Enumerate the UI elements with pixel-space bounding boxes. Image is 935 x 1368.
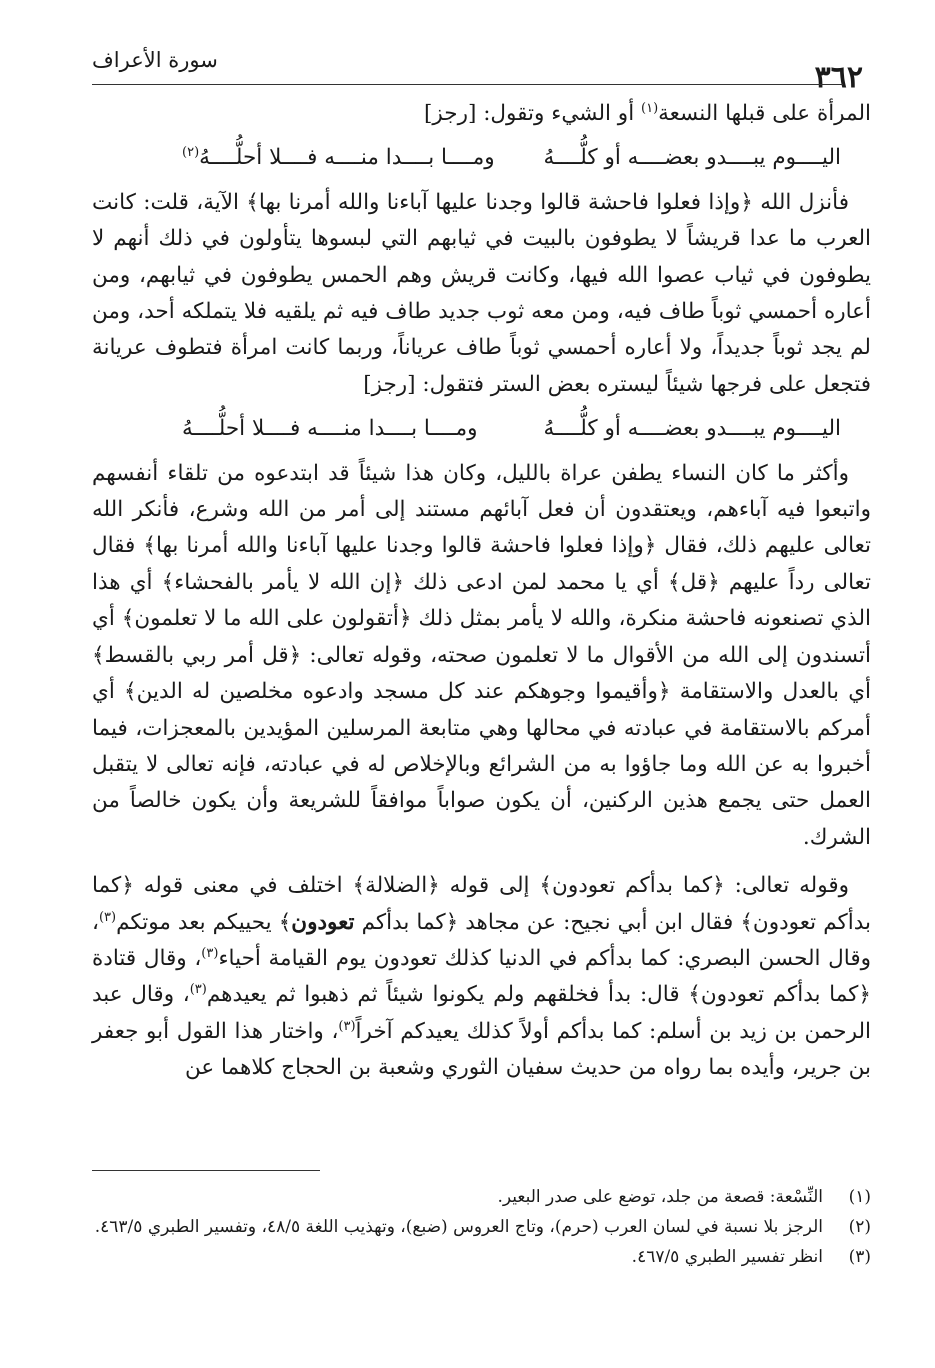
verse-2-second-hemistich: ومــــا بــــدا منــــه فــــلا أحلُّــــهُ bbox=[182, 416, 478, 442]
footnote-text: الرجز بلا نسبة في لسان العرب (حرم)، وتاج العروس (ضبع)، وتهذيب اللغة ٤٨/٥، وتفسير الطبري ٤٦٣/٥. bbox=[94, 1217, 823, 1237]
paragraph-1 bbox=[92, 96, 871, 132]
footnote-number: (٣) bbox=[848, 1247, 871, 1267]
header-divider bbox=[92, 84, 843, 85]
paragraph-4-part-d: ، وقال قتادة ﴿كما بدأكم تعودون﴾ قال: بدأ فخلقهم ولم يكونوا شيئاً ثم ذهبوا ثم يعيدهم bbox=[92, 945, 871, 1008]
paragraph-4-part-b: ﴾ يحييكم بعد موتكم bbox=[116, 909, 292, 935]
footnote-text: النِّسْعة: قصعة من جلد، توضع على صدر البعير. bbox=[497, 1187, 823, 1207]
footnote-ref-3b: (٣) bbox=[201, 945, 219, 961]
verse-2-first-hemistich: اليــــوم يبــــدو بعضــــه أو كلُّــــهُ bbox=[543, 416, 841, 442]
body-text bbox=[92, 96, 871, 1087]
footnote-text: انظر تفسير الطبري ٤٦٧/٥. bbox=[631, 1247, 823, 1267]
footnote-number: (١) bbox=[848, 1187, 871, 1207]
paragraph-4-part-f: ، واختار هذا القول أبو جعفر بن جرير، وأيده بما رواه من حديث سفيان الثوري وشعبة بن الحجاج كلاهما عن bbox=[92, 1018, 871, 1081]
paragraph-4-part-e: ، وقال عبد الرحمن بن زيد بن أسلم: كما بدأكم أولاً كذلك يعيدكم آخراً bbox=[92, 982, 871, 1044]
paragraph-2: فأنزل الله ﴿وإذا فعلوا فاحشة قالوا وجدنا عليها آباءنا والله أمرنا بها﴾ الآية، قلت: كانت العرب ما عدا قريشاً لا يطوفون بالبيت في ثيابهم التي لبسوها يتأولون في ذلك أنهم لا يطوفون في ثياب عصوا الله فيها، وكانت قريش وهم الحمس يطوفون في ثيابهم، ومن أعاره أحمسي ثوباً طاف فيه، ومن معه ثوب جديد طاف فيه ثم يلقيه فلا يتملكه أحد، ومن لم يجد ثوباً جديداً، ولا أعاره أحمسي ثوباً طاف عرياناً، وربما كانت امرأة فتطوف عريانة فتجعل على فرجها شيئاً ليستره بعض الستر فتقول: [رجز] bbox=[92, 189, 871, 397]
verse-1-first-hemistich: اليــــوم يبــــدو بعضــــه أو كلُّــــهُ bbox=[543, 145, 841, 171]
footnote-2 bbox=[92, 1212, 871, 1242]
footnote-3 bbox=[92, 1242, 871, 1272]
verse-1 bbox=[182, 140, 841, 176]
verse-1-second-hemistich bbox=[182, 140, 495, 176]
page-number: ٣٦٢ bbox=[814, 60, 863, 95]
verse-2 bbox=[182, 411, 841, 447]
paragraph-1-text: المرأة على قبلها النسعة bbox=[658, 101, 871, 126]
footnotes bbox=[92, 1182, 871, 1272]
footnote-ref-3d: (٣) bbox=[338, 1018, 356, 1034]
footnote-number: (٢) bbox=[848, 1217, 871, 1237]
footnote-ref-3a: (٣) bbox=[98, 909, 117, 925]
footnote-divider bbox=[92, 1170, 320, 1171]
paragraph-3: وأكثر ما كان النساء يطفن عراة بالليل، وكان هذا شيئاً قد ابتدعوه من تلقاء أنفسهم واتبعوا فيه آباءهم، ويعتقدون أن فعل آبائهم مستند إلى أمر من الله وشرع، فأنكر الله تعالى عليهم ذلك، فقال ﴿وإذا فعلوا فاحشة قالوا وجدنا عليها آباءنا والله أمرنا بها﴾ فقال تعالى رداً عليهم ﴿قل﴾ أي يا محمد لمن ادعى ذلك ﴿إن الله لا يأمر بالفحشاء﴾ أي هذا الذي تصنعونه فاحشة منكرة، والله لا يأمر بمثل ذلك ﴿أتقولون على الله ما لا تعلمون﴾ أي أتسندون إلى الله من الأقوال ما لا تعلمون صحته، وقوله تعالى: ﴿قل أمر ربي بالقسط﴾ أي بالعدل والاستقامة ﴿وأقيموا وجوهكم عند كل مسجد وادعوه مخلصين له الدين﴾ أي أمركم بالاستقامة في عبادته في محالها وهي متابعة المرسلين المؤيدين بالمعجزات، فيما أخبروا به عن الله وما جاؤوا به من الشرائع وبالإخلاص له في عبادته، فإنه تعالى لا يتقبل العمل حتى يجمع هذين الركنين، أن يكون صواباً موافقاً للشريعة وأن يكون خالصاً من الشرك. bbox=[92, 460, 871, 850]
paragraph-4 bbox=[92, 868, 871, 1086]
paragraph-1-end: أو الشيء وتقول: [رجز] bbox=[424, 101, 641, 126]
paragraph-4-bold: تعودون bbox=[291, 909, 355, 935]
paragraph-4-part-a: وقوله تعالى: ﴿كما بدأكم تعودون﴾ إلى قوله ﴿الضلالة﴾ اختلف في معنى قوله ﴿كما بدأكم تعودون﴾ فقال ابن أبي نجيح: عن مجاهد ﴿كما بدأكم bbox=[92, 873, 871, 935]
paragraph-4-part-c: ، وقال الحسن البصري: كما بدأكم في الدنيا كذلك تعودون يوم القيامة أحياء bbox=[92, 909, 871, 971]
footnote-ref-1: (١) bbox=[641, 100, 659, 116]
verse-1-second-hemistich-text: ومــــا بــــدا منــــه فــــلا أحلُّــــهُ bbox=[199, 145, 495, 171]
footnote-ref-2: (٢) bbox=[182, 145, 200, 161]
footnote-1 bbox=[92, 1182, 871, 1212]
sura-title: سورة الأعراف bbox=[92, 48, 218, 72]
footnote-ref-3c: (٣) bbox=[189, 982, 207, 998]
